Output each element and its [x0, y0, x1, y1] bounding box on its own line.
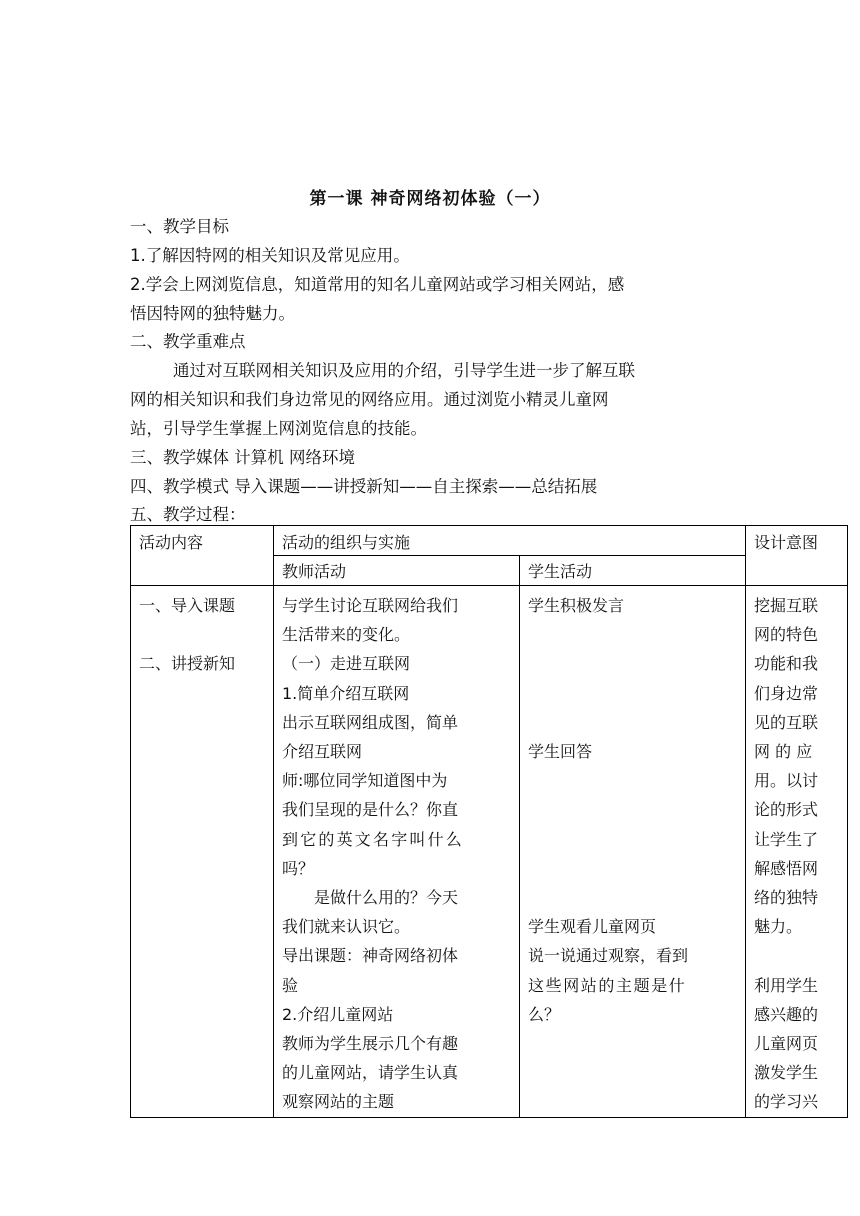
header-student: 学生活动: [520, 556, 746, 586]
intent-line: 论的形式: [754, 800, 819, 820]
teacher-line: 生活带来的变化。: [282, 625, 411, 645]
keypoints-heading: 二、教学重难点: [130, 332, 246, 351]
intent-line: 激发学生: [754, 1063, 819, 1083]
teacher-line: 观察网站的主题: [282, 1092, 395, 1112]
teacher-line: 是做什么用的？今天: [314, 888, 459, 908]
goals-heading: 一、教学目标: [130, 217, 229, 236]
intent-line: 功能和我: [754, 654, 819, 674]
intent-line: 让学生了: [754, 829, 819, 849]
intent-line: 用。以讨: [754, 771, 819, 791]
header-content: 活动内容: [131, 526, 274, 586]
student-line: 这些网站的主题是什: [528, 975, 687, 995]
intent-line: 络的独特: [754, 888, 819, 908]
content-item: 一、导入课题: [139, 596, 236, 615]
content-cell: [131, 586, 274, 1118]
teacher-line: 的儿童网站，请学生认真: [282, 1063, 459, 1083]
teacher-line: 与学生讨论互联网给我们: [282, 596, 459, 615]
teacher-line: 我们呈现的是什么？你直: [282, 800, 459, 820]
intent-line: 的学习兴: [754, 1092, 819, 1112]
intent-line: 网的特色: [754, 625, 819, 645]
goal-1: 1.了解因特网的相关知识及常见应用。: [130, 246, 410, 265]
content-item: 二、讲授新知: [139, 654, 236, 674]
keypoints-line-3: 站，引导学生掌握上网浏览信息的技能。: [130, 419, 427, 438]
table-row: [131, 586, 848, 1118]
student-line: 学生回答: [528, 741, 593, 761]
goal-2-line-1: 2.学会上网浏览信息，知道常用的知名儿童网站或学习相关网站，感: [130, 275, 625, 294]
process-heading: 五、教学过程：: [130, 505, 246, 524]
teacher-line: 1.简单介绍互联网: [282, 683, 410, 703]
intent-line: 魅力。: [754, 917, 803, 937]
teacher-line: 到它的英文名字叫什么: [282, 829, 465, 849]
teacher-line: 验: [282, 975, 299, 995]
teacher-line: 导出课题：神奇网络初体: [282, 946, 459, 966]
intent-line: 挖掘互联: [754, 596, 819, 615]
intent-line: 们身边常: [754, 683, 819, 703]
intent-cell: [746, 586, 848, 1118]
teacher-line: 教师为学生展示几个有趣: [282, 1034, 459, 1054]
media-line: 三、教学媒体 计算机 网络环境: [130, 448, 355, 467]
goal-2-line-2: 悟因特网的独特魅力。: [130, 304, 295, 323]
teacher-line: 我们就来认识它。: [282, 917, 411, 937]
lesson-title: 第一课 神奇网络初体验（一）: [309, 189, 551, 209]
intent-line: 见的互联: [754, 712, 819, 732]
intent-line: 儿童网页: [754, 1034, 819, 1054]
student-line: 么？: [528, 1004, 561, 1024]
intent-line: 利用学生: [754, 975, 819, 995]
teacher-line: 吗？: [282, 858, 315, 878]
keypoints-line-1: 通过对互联网相关知识及应用的介绍，引导学生进一步了解互联: [173, 361, 635, 380]
student-line: 学生观看儿童网页: [528, 917, 657, 937]
teacher-line: 师:哪位同学知道图中为: [282, 771, 448, 791]
student-line: 学生积极发言: [528, 596, 625, 615]
teacher-line: 2.介绍儿童网站: [282, 1004, 394, 1024]
mode-line: 四、教学模式 导入课题——讲授新知——自主探索——总结拓展: [130, 477, 598, 496]
teacher-line: （一）走进互联网: [282, 654, 411, 674]
intent-line: 感兴趣的: [754, 1004, 819, 1024]
teacher-line: 介绍互联网: [282, 742, 363, 762]
header-teacher: 教师活动: [274, 556, 520, 586]
process-table: [130, 525, 848, 1118]
teacher-line: 出示互联网组成图，简单: [282, 712, 459, 732]
student-cell: [520, 586, 746, 1118]
table-header-row: [131, 526, 848, 556]
intent-line: 网 的 应: [754, 742, 813, 762]
student-line: 说一说通过观察，看到: [528, 946, 689, 966]
intent-line: 解感悟网: [754, 858, 819, 878]
keypoints-line-2: 网的相关知识和我们身边常见的网络应用。通过浏览小精灵儿童网: [130, 390, 609, 409]
teacher-cell: [274, 586, 520, 1118]
header-organization: 活动的组织与实施: [274, 526, 746, 556]
header-intent: 设计意图: [746, 526, 848, 586]
